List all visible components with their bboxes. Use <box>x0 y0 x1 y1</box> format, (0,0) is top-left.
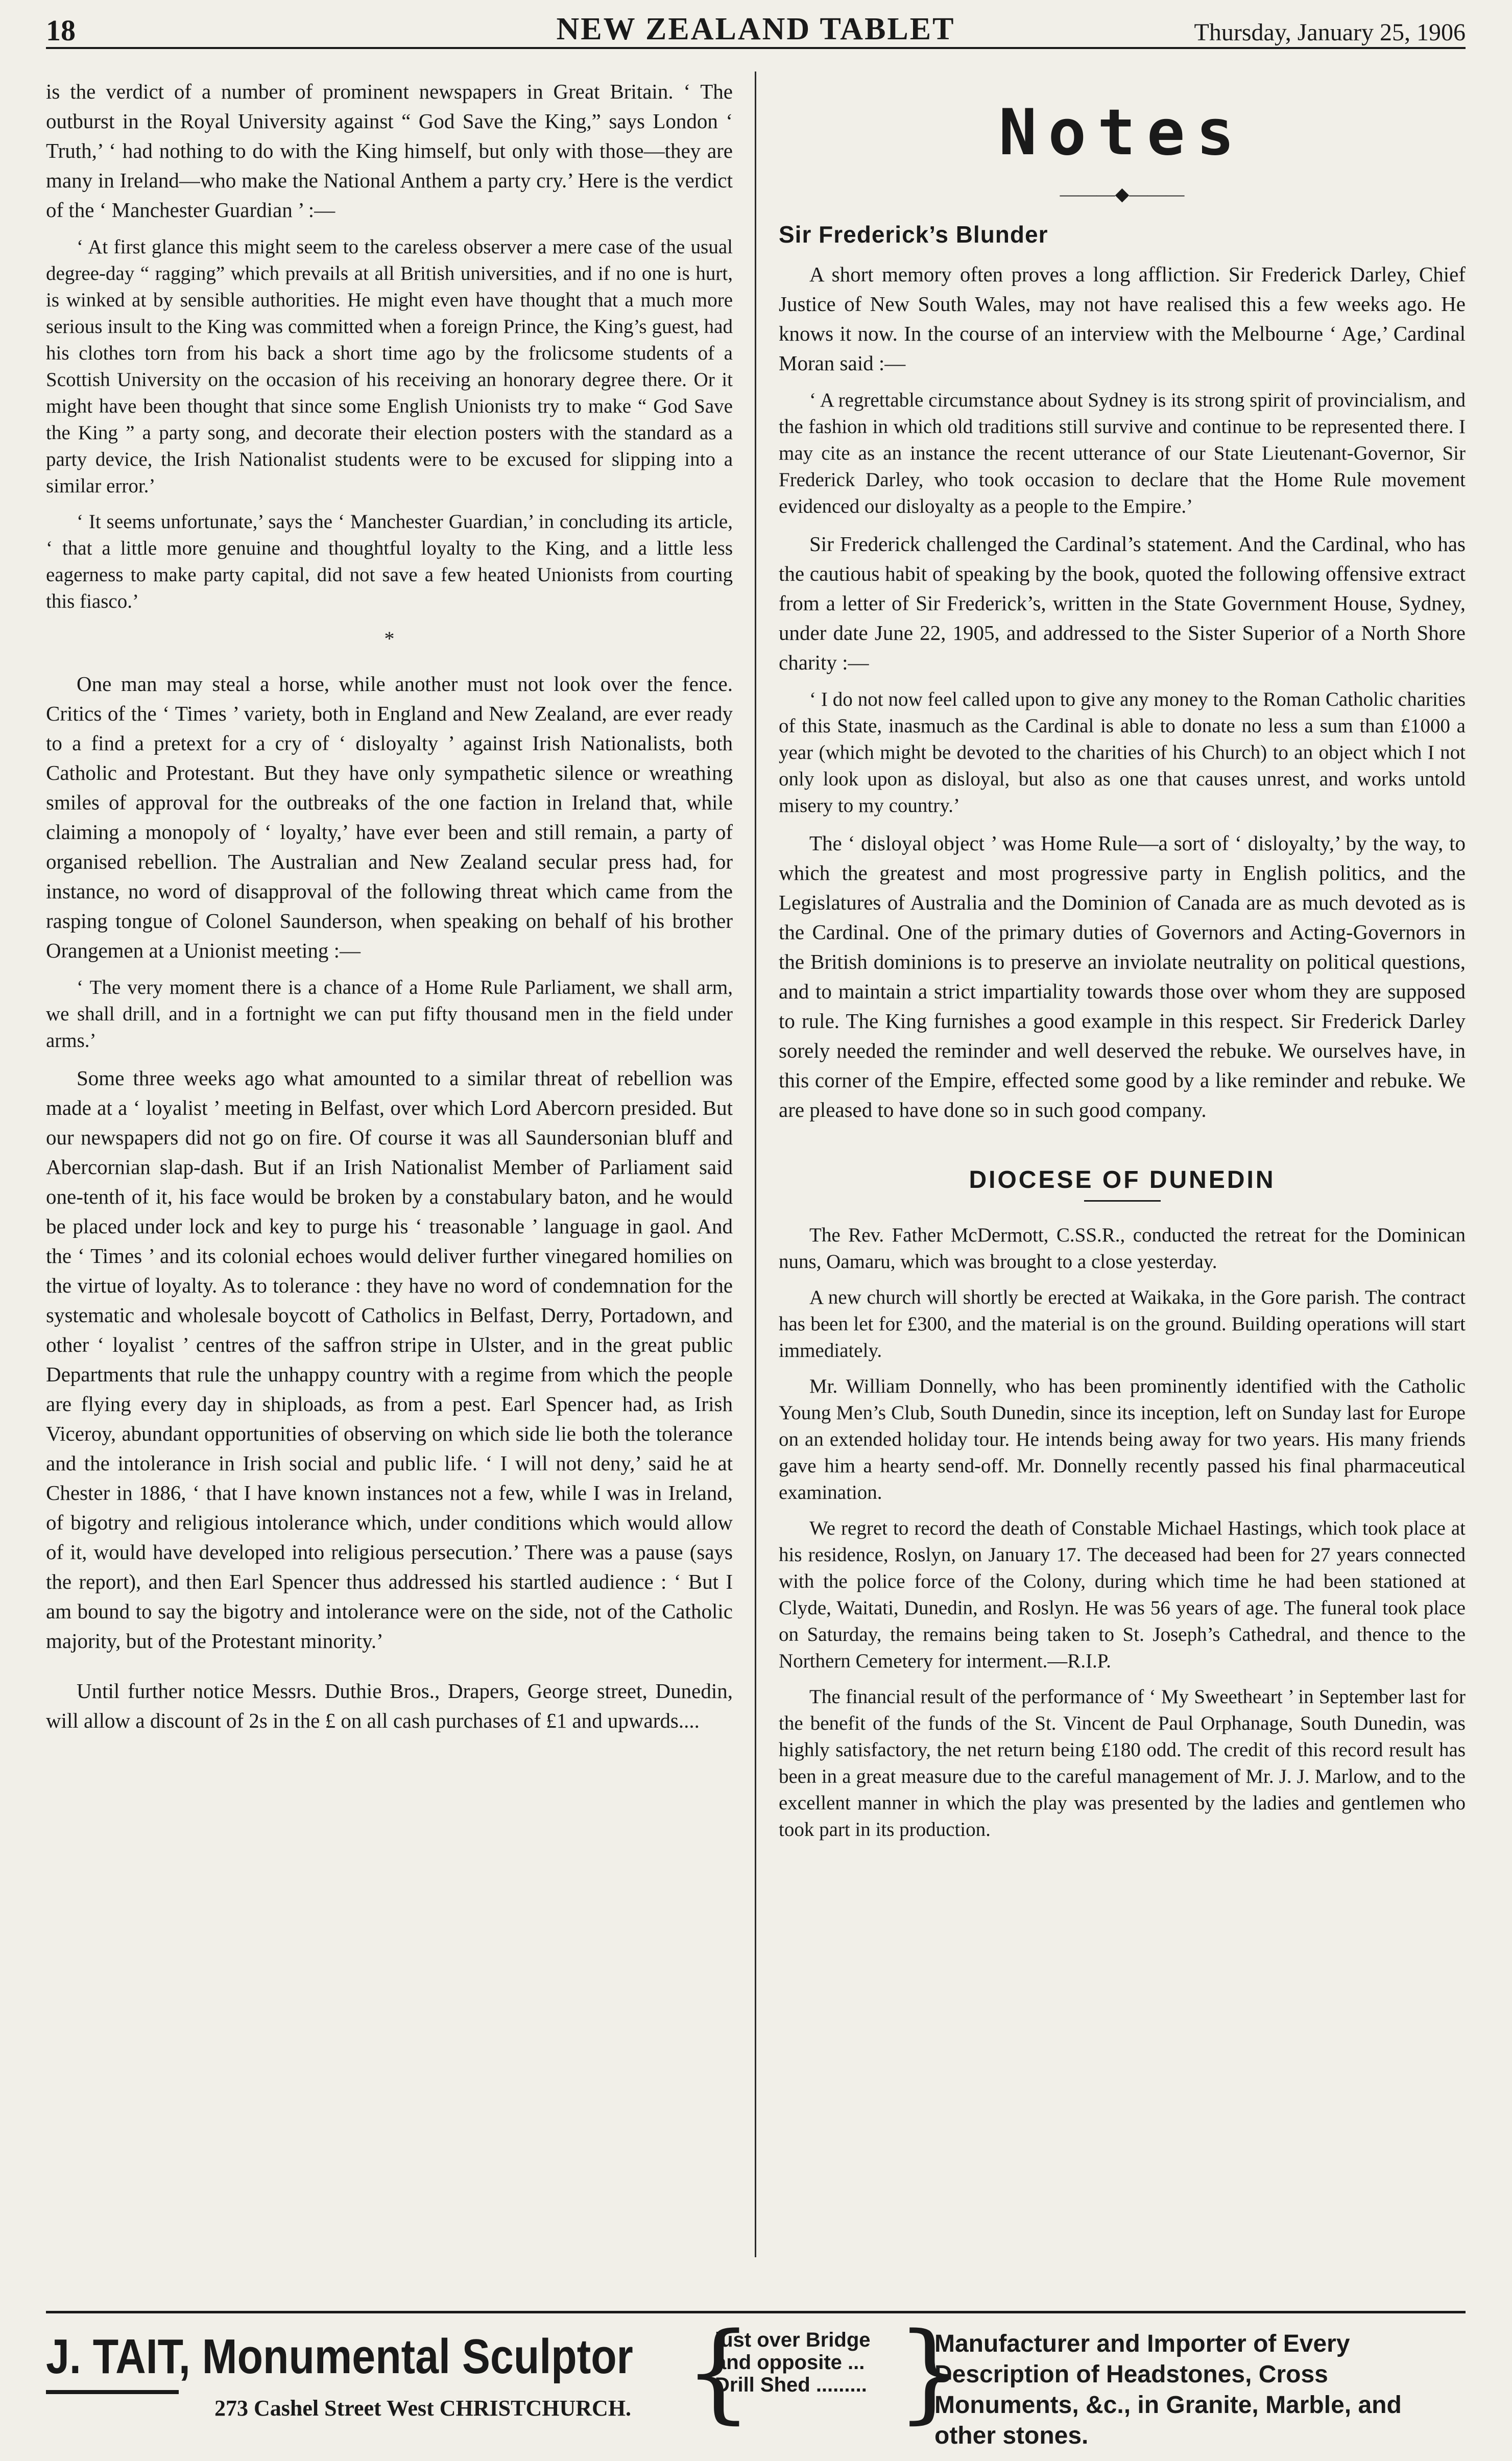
quote-paragraph: ‘ At first glance this might seem to the careless observer a mere case of the usual degree-day “ ragging” which prevails at all British universities, and if no one is hurt, is winked at by sensible authorities. He might even have thought that a much more serious insult to the King was committed when a foreign Prince, the King’s guest, had his clothes torn from his back a short time ago by the frolicsome students of a Scottish University on the occasion of his receiving an honorary degree there. Or it might have been thought that since some English Unionists try to make “ God Save the King ” a party song, and decorate their election posters with the standard as a party device, the Irish Nationalist students were to be excused for slipping into a similar error.’ <box>46 236 733 497</box>
advertiser-location: just over Bridge and opposite ... Drill Shed ......... <box>715 2329 871 2396</box>
page-header <box>46 11 1466 49</box>
heading-rule <box>1084 1200 1161 1202</box>
newspaper-title: NEW ZEALAND TABLET <box>556 12 955 46</box>
quote-paragraph: ‘ A regrettable circumstance about Sydney is its strong spirit of provincialism, and the fashion in which old traditions still survive and continue to be represented there. I may cite as an instance the recent utterance of our State Lieutenant-Governor, Sir Frederick Darley, who took occasion to declare that the Home Rule movement evidenced our disloyalty as a people to the Empire.’ <box>779 389 1466 517</box>
advertiser-address: 273 Cashel Street West CHRISTCHURCH. <box>214 2396 632 2421</box>
paragraph: Sir Frederick challenged the Cardinal’s statement. And the Cardinal, who has the cautious habit of speaking by the book, quoted the following offensive extract from a letter of Sir Frederick’s, written in the State Government House, Sydney, under date June 22, 1905, and addressed to the Sister Superior of a North Shore charity :— <box>779 532 1466 674</box>
decorative-swash <box>46 2390 179 2394</box>
news-item: The Rev. Father McDermott, C.SS.R., conducted the retreat for the Dominican nuns, Oamaru, which was brought to a close yesterday. <box>779 1224 1466 1273</box>
quote-paragraph: ‘ I do not now feel called upon to give any money to the Roman Catholic charities of this State, inasmuch as the Cardinal is able to donate no less a sum than £1000 a year (which might be devoted to the charities of his Church) to an object which I not only look upon as disloyal, but also as one that causes unrest, and works untold misery to my country.’ <box>779 688 1466 817</box>
paragraph: is the verdict of a number of prominent newspapers in Great Britain. ‘ The outburst in the Royal University against “ God Save the King,” says London ‘ Truth,’ ‘ had nothing to do with the King himself, but only with those—they are many in Ireland—who make the National Anthem a party cry.’ Here is the verdict of the ‘ Manchester Guardian ’ :— <box>46 80 733 222</box>
advertiser-description: Manufacturer and Importer of Every Description of Headstones, Cross Monuments, &c., in Granite, Marble, and other stones. <box>934 2330 1402 2449</box>
page-number: 18 <box>46 14 76 47</box>
news-item: We regret to record the death of Constable Michael Hastings, which took place at his residence, Roslyn, on January 17. The deceased had been for 27 years connected with the police force of the Colony, during which time he had been stationed at Clyde, Waitati, Dunedin, and Roslyn. He was 56 years of age. The funeral took place on Saturday, the remains being taken to St. Joseph’s Cathedral, and thence to the Northern Cemetery for interment.—R.I.P. <box>779 1517 1466 1672</box>
section-heading: DIOCESE OF DUNEDIN <box>969 1166 1276 1193</box>
article-subheading: Sir Frederick’s Blunder <box>779 221 1048 248</box>
paragraph: A short memory often proves a long affliction. Sir Frederick Darley, Chief Justice of New South Wales, may not have realised this a few weeks ago. He knows it now. In the course of an interview with the Melbourne ‘ Age,’ Cardinal Moran said :— <box>779 262 1466 375</box>
left-column <box>46 77 733 2255</box>
quote-paragraph: ‘ The very moment there is a chance of a Home Rule Parliament, we shall arm, we shall drill, and in a fortnight we can put fifty thousand men in the field under arms.’ <box>46 976 733 1052</box>
star-separator: * <box>384 627 395 650</box>
left-brace-icon: { <box>684 2309 753 2434</box>
notes-ornament: ———◆——— <box>1060 184 1185 204</box>
news-item: The financial result of the performance of ‘ My Sweetheart ’ in September last for the benefit of the funds of the St. Vincent de Paul Orphanage, South Dunedin, was highly satisfactory, the net return being £180 odd. The credit of this record result has been in a great measure due to the careful management of Mr. J. J. Marlow, and to the excellent manner in which the play was presented by the ladies and gentlemen who took part in its production. <box>779 1686 1466 1841</box>
right-brace-icon: } <box>896 2309 965 2434</box>
news-item: A new church will shortly be erected at Waikaka, in the Gore parish. The contract has been let for £300, and the material is on the ground. Building operations will start immediately. <box>779 1286 1466 1361</box>
issue-date: Thursday, January 25, 1906 <box>1194 19 1466 46</box>
notice-paragraph: Until further notice Messrs. Duthie Bros., Drapers, George street, Dunedin, will allow a discount of 2s in the £ on all cash purchases of £1 and upwards.... <box>46 1679 733 1732</box>
right-column <box>779 77 1466 2255</box>
quote-paragraph: ‘ It seems unfortunate,’ says the ‘ Manchester Guardian,’ in concluding its article, ‘ that a little more genuine and thoughtful loyalty to the King, and a little less eagerness to make party capital, did not save a few heated Unionists from courting this fiasco.’ <box>46 511 733 612</box>
paragraph: One man may steal a horse, while another must not look over the fence. Critics of the ‘ Times ’ variety, both in England and New Zealand, are ever ready to a find a pretext for a cry of ‘ disloyalty ’ against Irish Nationalists, both Catholic and Protestant. But they have only sympathetic silence or wreathing smiles of approval for the outbreaks of the one faction in Ireland that, while claiming a monopoly of ‘ loyalty,’ have ever been and still remain, a party of organised rebellion. The Australian and New Zealand secular press had, for instance, no word of disapproval of the following threat which came from the rasping tongue of Colonel Saunderson, when speaking on behalf of his brother Orangemen at a Unionist meeting :— <box>46 672 733 962</box>
advertiser-name: J. TAIT, Monumental Sculptor <box>46 2329 633 2384</box>
paragraph: The ‘ disloyal object ’ was Home Rule—a sort of ‘ disloyalty,’ by the way, to which the greatest and most progressive party in English politics, and the Legislatures of Australia and the Dominion of Canada are as much devoted as is the Cardinal. One of the primary duties of Governors and Acting-Governors in the British dominions is to preserve an inviolate neutrality on political questions, and to maintain a strict impartiality towards those over whom they are supposed to rule. The King furnishes a good example in this respect. Sir Frederick Darley sorely needed the reminder and well deserved the rebuke. We ourselves have, in this corner of the Empire, effected some good by a like reminder and rebuke. We are pleased to have done so in such good company. <box>779 831 1466 1121</box>
notes-heading: Notes <box>998 96 1246 170</box>
advertisement-footer <box>46 2309 1466 2449</box>
paragraph: Some three weeks ago what amounted to a similar threat of rebellion was made at a ‘ loyalist ’ meeting in Belfast, over which Lord Abercorn presided. But our newspapers did not go on fire. Of course it was all Saundersonian bluff and Abercornian slap-dash. But if an Irish Nationalist Member of Parliament said one-tenth of it, his face would be broken by a constabulary baton, and he would be placed under lock and key to purge his ‘ treasonable ’ language in gaol. And the ‘ Times ’ and its colonial echoes would deliver further vinegared homilies on the virtue of loyalty. As to tolerance : they have no word of condemnation for the systematic and wholesale boycott of Catholics in Belfast, Derry, Portadown, and other ‘ loyalist ’ centres of the saffron stripe in Ulster, and in the great public Departments that rule the unhappy country with a regime from which the people are flying every day in shiploads, as from a pest. Earl Spencer had, as Irish Viceroy, abundant opportunities of observing on which side lie both the tolerance and the intolerance in Irish social and public life. ‘ I will not deny,’ said he at Chester in 1886, ‘ that I have known instances not a few, while I was in Ireland, of bigotry and religious intolerance which, under conditions which would allow of it, would have developed into religious persecution.’ There was a pause (says the report), and then Earl Spencer thus addressed his startled audience : ‘ But I am bound to say the bigotry and intolerance were on the side, not of the Catholic majority, but of the Protestant minority.’ <box>46 1066 733 1653</box>
news-item: Mr. William Donnelly, who has been prominently identified with the Catholic Young Men’s Club, South Dunedin, since its inception, left on Sunday last for Europe on an extended holiday tour. He intends being away for two years. His many friends gave him a hearty send-off. Mr. Donnelly recently passed his final pharmaceutical examination. <box>779 1375 1466 1503</box>
column-divider <box>755 71 756 2257</box>
